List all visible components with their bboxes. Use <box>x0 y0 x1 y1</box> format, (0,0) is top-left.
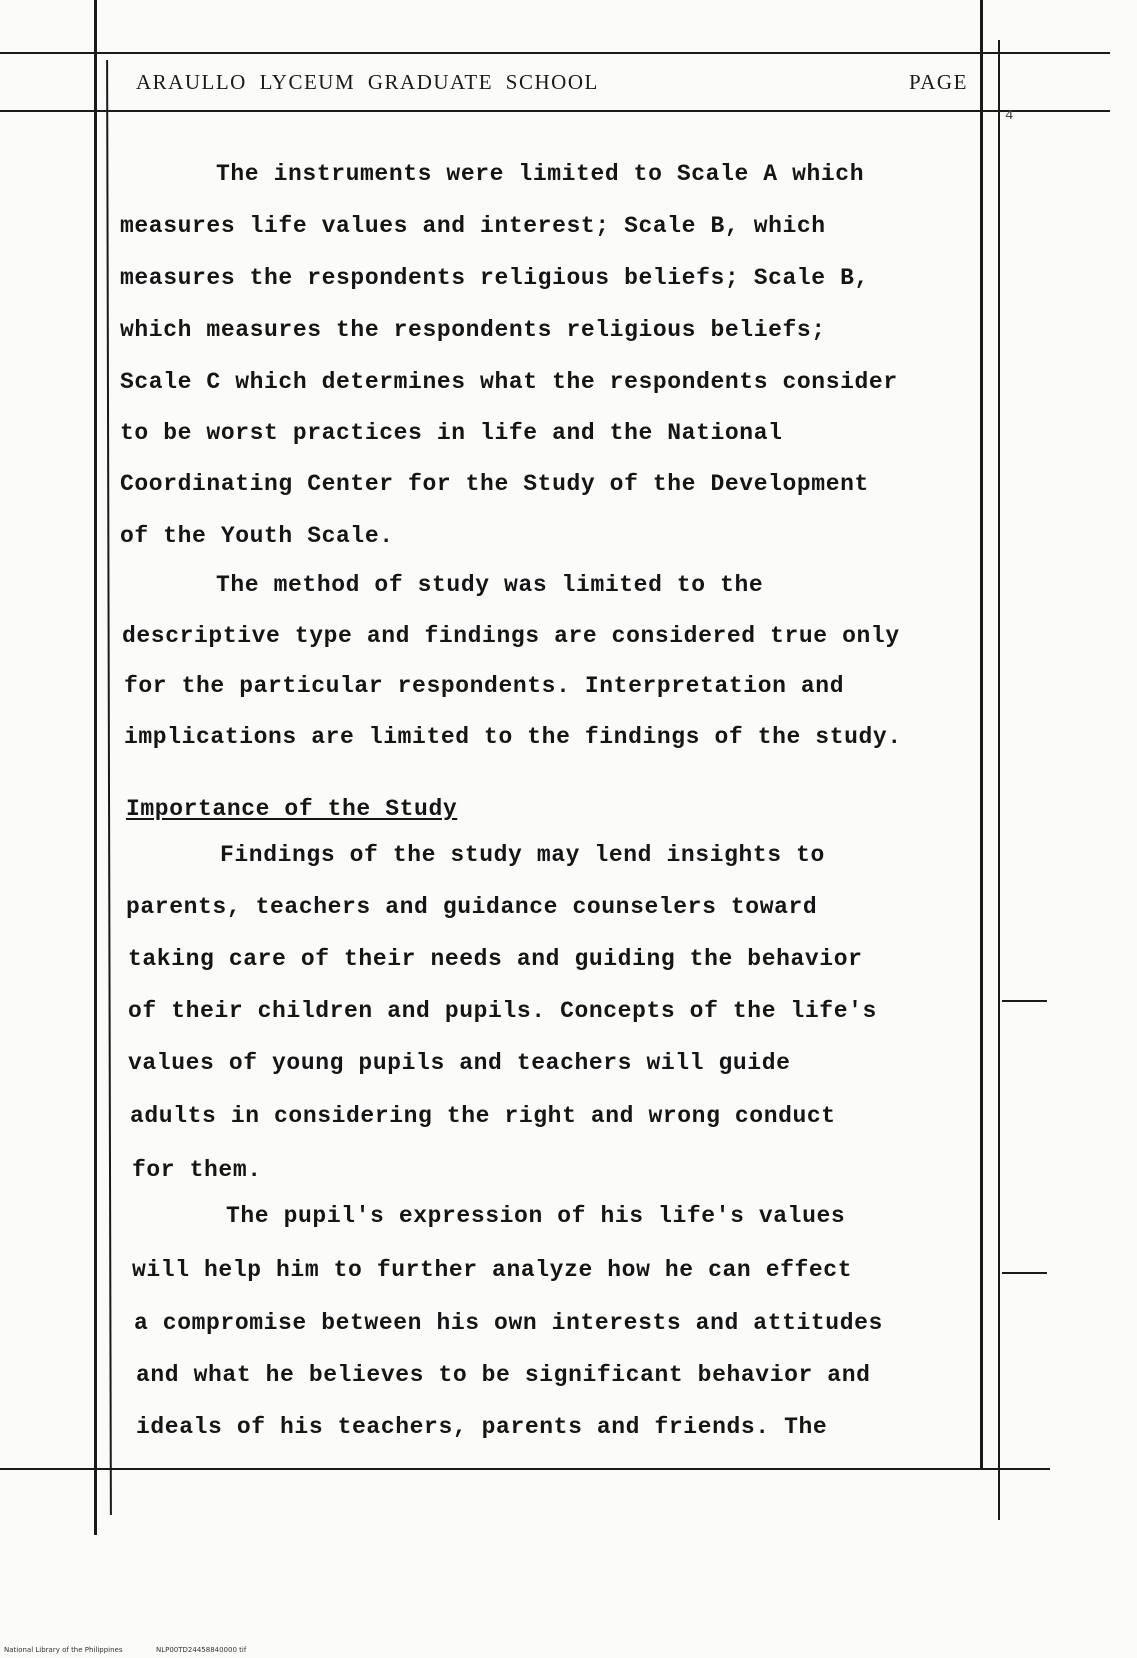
text-line: measures the respondents religious beliefs; Scale B, <box>120 265 869 291</box>
footer-file-id: NLP00TD24458840000 tif <box>156 1646 247 1654</box>
header-top-rule <box>0 52 1110 54</box>
text-line: of the Youth Scale. <box>120 523 394 549</box>
text-line: for the particular respondents. Interpretation and <box>124 673 845 699</box>
text-line: a compromise between his own interests and attitudes <box>134 1310 883 1336</box>
header-bottom-rule <box>0 110 1110 112</box>
text-line: The method of study was limited to the <box>216 572 764 598</box>
school-name-header: ARAULLO LYCEUM GRADUATE SCHOOL <box>136 70 599 94</box>
margin-tick <box>1002 1272 1047 1274</box>
footer-library-note: National Library of the Philippines <box>4 1646 123 1654</box>
text-line: for them. <box>132 1157 262 1183</box>
text-line: of their children and pupils. Concepts of the life's <box>128 998 877 1024</box>
left-inner-margin-line <box>106 60 112 1515</box>
text-line: to be worst practices in life and the National <box>120 420 783 446</box>
margin-tick <box>1002 1000 1047 1002</box>
text-line: values of young pupils and teachers will guide <box>128 1050 791 1076</box>
text-line: Findings of the study may lend insights to <box>220 842 825 868</box>
page-label: PAGE <box>909 70 968 94</box>
text-line: measures life values and interest; Scale B, which <box>120 213 826 239</box>
text-line: Coordinating Center for the Study of the Development <box>120 471 869 497</box>
left-outer-margin-line <box>94 0 97 1535</box>
right-outer-margin-line <box>998 40 1000 1520</box>
text-line: adults in considering the right and wrong conduct <box>130 1103 836 1129</box>
page-bottom-rule <box>0 1468 1050 1470</box>
text-line: will help him to further analyze how he can effect <box>132 1257 853 1283</box>
text-line: descriptive type and findings are considered true only <box>122 623 900 649</box>
text-line: ideals of his teachers, parents and friends. The <box>136 1414 828 1440</box>
page-mark: 4 <box>1005 108 1014 124</box>
text-line: taking care of their needs and guiding the behavior <box>128 946 863 972</box>
text-line: parents, teachers and guidance counselers toward <box>126 894 818 920</box>
right-inner-margin-line <box>980 0 983 1470</box>
text-line: Scale C which determines what the respondents consider <box>120 369 898 395</box>
text-line: The pupil's expression of his life's values <box>226 1203 846 1229</box>
text-line: The instruments were limited to Scale A which <box>216 161 865 187</box>
text-line: implications are limited to the findings of the study. <box>124 724 902 750</box>
text-line: and what he believes to be significant behavior and <box>136 1362 871 1388</box>
text-line: which measures the respondents religious beliefs; <box>120 317 826 343</box>
section-heading: Importance of the Study <box>126 796 458 822</box>
